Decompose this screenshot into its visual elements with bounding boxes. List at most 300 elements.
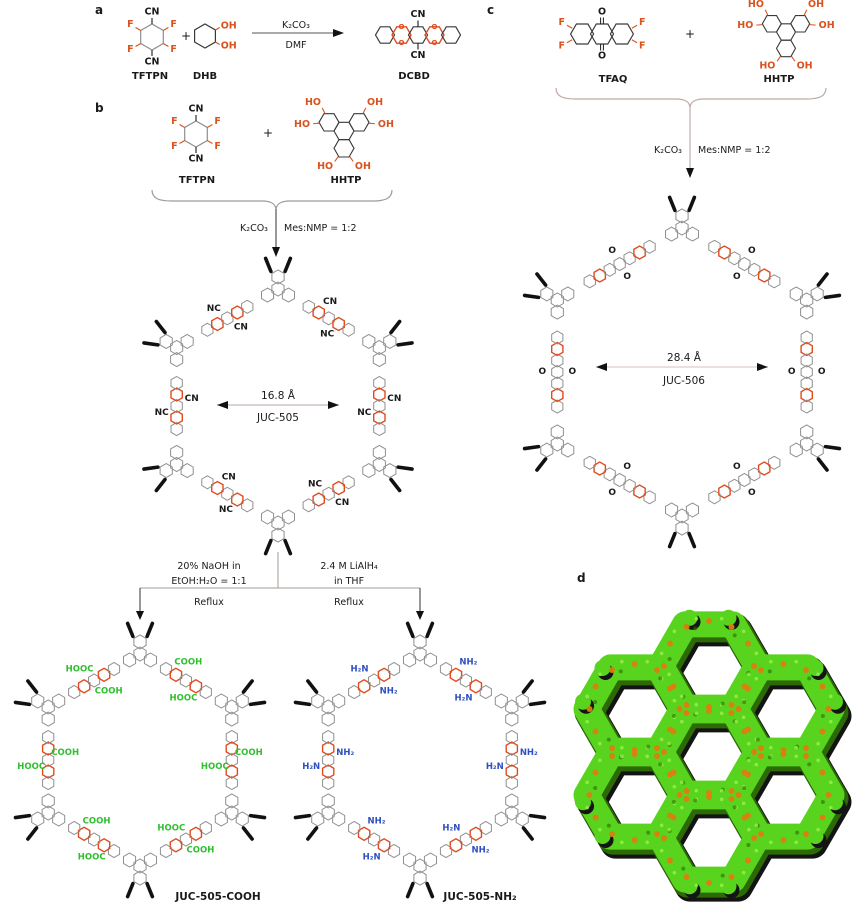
model-oxygen-dot [780,747,786,753]
model-highlight-dot [742,871,746,875]
bond [791,56,794,61]
hydroxyl-label: HO [737,20,754,32]
model-oxygen-dot [751,835,757,841]
substituent-label: CN [233,322,248,333]
bold-stub [523,681,532,692]
dhb-structure [195,21,237,52]
bond [136,44,141,47]
bold-stub [128,884,133,897]
model-highlight-dot [620,660,624,664]
triphenylene-ring [562,287,574,301]
model-texture-dot [746,843,750,847]
model-oxygen-dot [632,837,638,843]
naoh-condition-2: EtOH:H₂O = 1:1 [171,576,247,587]
model-texture-dot [619,669,623,673]
model-oxygen-dot [593,684,599,690]
bold-stub [296,702,310,704]
triphenylene-ring [424,653,436,667]
model-oxygen-dot [609,753,615,759]
bold-stub [391,321,400,332]
model-oxygen-dot [677,792,683,798]
model-oxygen-dot [742,729,748,735]
model-oxygen-dot [819,684,825,690]
triphenylene-ring [541,287,553,301]
model-oxygen-dot [684,710,690,716]
down-arrowhead [272,247,280,257]
model-highlight-dot [660,849,664,853]
bold-stub [296,816,310,818]
benzene-ring [644,240,655,253]
bold-stub [16,816,30,818]
bold-stub [531,816,545,818]
triphenylene-ring [363,334,375,348]
dhb-name: DHB [192,71,218,82]
model-highlight-dot [816,828,820,832]
bond [180,141,185,144]
model-oxygen-dot [684,788,690,794]
substituent-label: H₂N [362,852,381,863]
triphenylene-ring [312,694,324,708]
model-oxygen-dot [654,753,660,759]
model-oxygen-dot [684,874,690,880]
substituent-label: O [568,367,577,377]
benzene-ring [388,663,399,676]
condition-dmf: DMF [285,40,307,51]
model-highlight-dot [585,806,589,810]
fluorine-label: F [127,44,134,55]
model-oxygen-dot [825,792,831,798]
benzene-ring [777,40,796,57]
bond [632,40,637,43]
oxygen-label: O [431,39,438,48]
substituent-label: COOH [94,686,123,697]
model-texture-dot [593,786,597,790]
juc-506-macrocycle [525,197,840,546]
model-oxygen-dot [751,749,757,755]
fluorine-label: F [170,44,177,55]
triphenylene-ring [541,443,553,457]
substituent-label: CN [221,472,236,483]
model-oxygen-dot [706,708,712,714]
bold-stub [689,197,694,210]
model-oxygen-dot [706,790,712,796]
tfaq-structure [558,7,645,62]
hydroxyl-label: OH [220,20,237,32]
substituent-label: O [817,367,826,377]
hhtp-name: HHTP [330,175,362,186]
bold-stub [525,295,539,297]
reflux-right: Reflux [334,597,364,608]
benzene-ring [185,121,208,147]
model-highlight-dot [620,755,624,759]
substituent-label: NC [218,505,233,516]
substituent-label: O [623,271,631,282]
panel-b [16,97,545,903]
cof-name-label: JUC-505 [257,412,299,424]
model-texture-dot [607,824,611,828]
model-highlight-dot [755,763,759,767]
bond [756,25,762,26]
triphenylene-ring [333,812,345,826]
model-highlight-dot [755,824,759,828]
bold-stub [144,467,158,469]
hydroxyl-label: OH [818,20,835,32]
model-highlight-dot [755,652,759,656]
model-highlight-dot [829,806,833,810]
bold-stub [670,534,675,547]
model-highlight-dot [645,660,649,664]
model-highlight-dot [829,781,833,785]
model-oxygen-dot [745,858,751,864]
model-oxygen-dot [758,831,764,837]
triphenylene-ring [262,510,274,524]
model-oxygen-dot [819,815,825,821]
substituent-label: NC [320,329,335,340]
triphenylene-ring [790,287,802,301]
model-texture-dot [821,800,825,804]
model-highlight-dot [734,695,738,699]
model-highlight-dot [585,781,589,785]
bond [369,123,375,124]
triphenylene-ring [53,812,65,826]
substituent-label: O [608,246,616,257]
triphenylene-ring [262,288,274,302]
pore-arrowhead-right [328,401,339,409]
triphenylene-ring [312,812,324,826]
model-texture-dot [593,700,597,704]
substituent-label: H₂N [485,762,504,772]
model-oxygen-dot [735,792,741,798]
model-oxygen-dot [670,815,676,821]
hydroxyl-label: OH [354,160,371,172]
model-knob [807,828,823,844]
pore-arrowhead-right [757,363,768,371]
triphenylene-ring [53,694,65,708]
model-highlight-dot [829,695,833,699]
triphenylene-ring [124,853,136,867]
model-oxygen-dot [706,880,712,886]
triphenylene-ring [516,694,528,708]
triphenylene-ring [181,334,193,348]
benzene-ring [349,822,360,835]
bold-stub [408,884,413,897]
model-oxygen-dot [667,641,673,647]
bold-stub [285,541,290,554]
model-highlight-dot [667,742,671,746]
hydroxyl-label: OH [220,40,237,52]
model-highlight-dot [695,789,699,793]
bold-stub [537,459,546,470]
model-oxygen-dot [803,753,809,759]
plus-sign: + [684,27,696,41]
model-highlight-dot [680,806,684,810]
condition-k2co3: K₂CO₃ [654,145,682,156]
model-oxygen-dot [670,729,676,735]
dcbd-name: DCBD [398,71,430,82]
model-oxygen-dot [654,667,660,673]
model-highlight-dot [755,849,759,853]
model-highlight-dot [816,673,820,677]
benzene-ring [242,300,253,313]
substituent-label: NH₂ [336,748,355,758]
substituent-label: HOOC [200,762,229,772]
reaction-arrowhead [333,29,344,37]
model-oxygen-dot [593,815,599,821]
condition-solvent: Mes:NMP = 1:2 [698,145,771,156]
model-highlight-dot [673,785,677,789]
model-highlight-dot [742,716,746,720]
model-oxygen-dot [729,702,735,708]
model-oxygen-dot [587,706,593,712]
triphenylene-ring [404,653,416,667]
model-highlight-dot [794,755,798,759]
triphenylene-ring [516,812,528,826]
model-oxygen-dot [654,831,660,837]
model-highlight-dot [585,695,589,699]
model-oxygen-dot [735,706,741,712]
bond [163,28,168,31]
condition-k2co3: K₂CO₃ [240,223,268,234]
hydroxyl-label: OH [377,118,394,130]
bold-stub [251,702,265,704]
bold-stub [251,816,265,818]
model-highlight-dot [667,673,671,677]
model-oxygen-dot [684,796,690,802]
model-carbon-layer [587,753,683,836]
model-oxygen-dot [803,667,809,673]
model-texture-dot [733,633,737,637]
substituent-label: O [748,246,756,257]
cn-label: CN [188,153,204,165]
model-oxygen-dot [632,751,638,757]
model-highlight-dot [794,841,798,845]
panel-c [487,0,839,547]
product-right-name: JUC-505-NH₂ [443,891,517,903]
model-texture-dot [742,786,746,790]
model-oxygen-dot [729,796,735,802]
triphenylene-ring [666,227,678,241]
model-highlight-dot [695,617,699,621]
model-oxygen-dot [758,667,764,673]
model-oxygen-dot [729,710,735,716]
triphenylene-ring [686,503,698,517]
model-texture-dot [756,738,760,742]
substituent-label: H₂N [350,664,369,675]
bond [313,123,319,124]
model-highlight-dot [598,673,602,677]
substituent-label: O [787,367,796,377]
substituent-label: NH₂ [471,845,490,856]
model-highlight-dot [769,746,773,750]
hydroxyl-label: HO [747,0,764,10]
substituent-label: NH₂ [519,748,538,758]
benzene-ring [343,323,354,336]
triphenylene-ring [811,443,823,457]
model-oxygen-dot [609,745,615,751]
panel-a-label: a [95,3,104,17]
model-highlight-dot [680,781,684,785]
triphenylene-ring [181,464,193,478]
model-highlight-dot [769,841,773,845]
triphenylene-ring [124,653,136,667]
substituent-label: O [733,271,741,282]
bold-stub [28,828,37,839]
bold-stub [523,828,532,839]
model-highlight-dot [620,841,624,845]
substituent-label: NC [357,408,372,418]
bond [335,156,338,161]
model-oxygen-dot [667,858,673,864]
model-texture-dot [646,831,650,835]
model-highlight-dot [747,828,751,832]
model-highlight-dot [660,738,664,742]
model-oxygen-dot [819,770,825,776]
dcbd-structure [376,9,461,61]
benzene-ring [791,16,810,32]
substituent-label: NH₂ [379,686,398,697]
panel-b-label: b [95,101,104,115]
substituent-label: COOH [186,845,215,856]
naoh-condition-1: 20% NaOH in [177,561,241,572]
tftpn-name: TFTPN [178,175,216,186]
tftpn-structure [171,104,221,165]
triphenylene-ring [160,334,172,348]
bold-stub [398,343,412,345]
hydroxyl-label: OH [808,0,825,10]
substituent-label: HOOC [77,852,106,863]
bond [810,25,816,26]
triphenylene-ring [144,853,156,867]
model-oxygen-dot [654,745,660,751]
substituent-label: O [623,462,631,473]
triphenylene-ring [811,287,823,301]
benzene-ring [108,663,119,676]
bold-stub [427,623,432,636]
bold-stub [398,467,412,469]
substituent-label: NH₂ [459,657,478,668]
model-highlight-dot [742,630,746,634]
reflux-left: Reflux [194,597,224,608]
fluorine-label: F [639,16,646,28]
pore-arrowhead-left [596,363,607,371]
benzene-ring [202,476,213,489]
bond [804,10,807,15]
fluorine-label: F [127,19,134,30]
substituent-label: O [748,487,756,498]
pore-size-label: 16.8 Å [261,390,295,402]
model-highlight-dot [620,746,624,750]
triphenylene-ring [32,694,44,708]
model-texture-dot [658,676,662,680]
triphenylene-ring [384,464,396,478]
model-texture-dot [607,738,611,742]
substituent-label: NH₂ [367,816,386,827]
model-oxygen-dot [593,729,599,735]
bold-stub [128,623,133,636]
model-texture-dot [658,762,662,766]
benzene-ring [584,456,595,469]
substituent-label: COOH [234,748,263,758]
bold-stub [266,541,271,554]
tfaq-name: TFAQ [598,74,628,85]
triphenylene-ring [363,464,375,478]
model-highlight-dot [747,759,751,763]
space-filling-model [575,610,846,898]
model-highlight-dot [829,720,833,724]
bond [215,42,219,45]
bond [136,28,141,31]
bold-stub [243,828,252,839]
model-highlight-dot [720,789,724,793]
substituent-label: O [538,367,547,377]
substituent-label: COOH [82,816,111,827]
model-highlight-dot [747,742,751,746]
bold-stub [537,274,546,285]
bold-stub [243,681,252,692]
benzene-ring [200,686,211,699]
benzene-ring [762,16,781,32]
model-highlight-dot [720,884,724,888]
model-highlight-dot [680,695,684,699]
model-oxygen-dot [684,702,690,708]
triphenylene-ring [562,443,574,457]
bold-stub [408,623,413,636]
bond [632,25,637,28]
model-texture-dot [821,714,825,718]
model-texture-dot [721,702,725,706]
converging-brace [556,88,826,107]
triphenylene-ring [424,853,436,867]
triphenylene-ring [686,227,698,241]
substituent-label: COOH [51,748,80,758]
model-knob [807,660,823,676]
hhtp-structure [294,97,394,172]
substituent-label: CN [387,394,402,404]
cof-name-label: JUC-506 [663,375,705,387]
bold-stub [156,321,165,332]
model-highlight-dot [660,824,664,828]
model-highlight-dot [720,617,724,621]
panel-d [575,571,846,898]
substituent-label: COOH [174,657,203,668]
model-oxygen-dot [609,831,615,837]
panel-c-label: c [487,3,495,17]
fluorine-label: F [171,116,178,127]
model-oxygen-dot [661,663,667,669]
bond [207,141,212,144]
bold-stub [266,258,271,271]
hhtp-name: HHTP [763,74,795,85]
model-highlight-dot [660,652,664,656]
model-texture-dot [807,762,811,766]
product-left-name: JUC-505-COOH [175,891,261,903]
model-knob [595,660,611,676]
model-highlight-dot [720,798,724,802]
bond [180,125,185,128]
model-texture-dot [768,755,772,759]
model-texture-dot [768,669,772,673]
bold-stub [147,623,152,636]
model-highlight-dot [645,755,649,759]
model-oxygen-dot [729,624,735,630]
model-highlight-dot [645,841,649,845]
bond [207,125,212,128]
model-highlight-dot [769,660,773,664]
model-highlight-dot [794,746,798,750]
model-highlight-dot [720,712,724,716]
model-highlight-dot [742,802,746,806]
model-oxygen-dot [803,745,809,751]
